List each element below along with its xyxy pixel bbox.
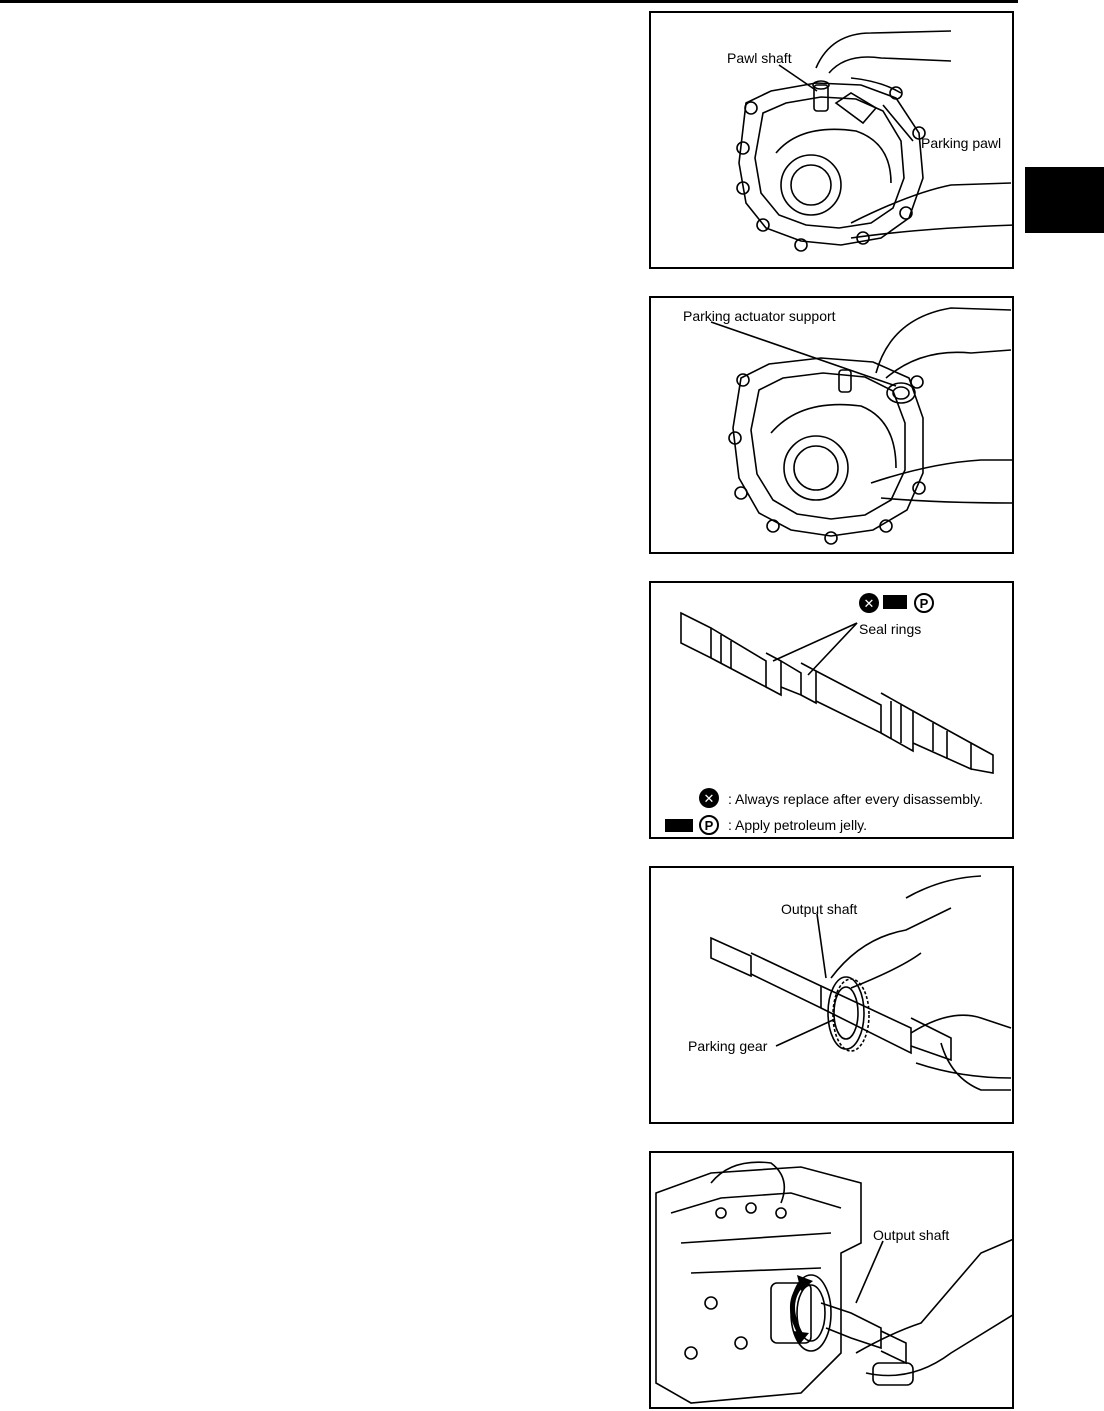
output-shaft-label: Output shaft: [781, 901, 858, 917]
svg-text:✕: ✕: [703, 792, 715, 807]
case-illustration: [651, 298, 1014, 554]
legend-p-icon: [700, 816, 718, 834]
figure-pawl-shaft: [649, 11, 1014, 269]
output-shaft-label: Output shaft: [873, 1227, 950, 1243]
parking-gear-label: Parking gear: [688, 1038, 768, 1054]
legend-replace-text: : Always replace after every disassembly.: [728, 791, 983, 807]
svg-text:P: P: [704, 818, 714, 833]
header-rule: [0, 0, 1018, 3]
transmission-illustration: [651, 1153, 1014, 1409]
figure-output-shaft-install: [649, 1151, 1014, 1409]
petroleum-jelly-p-icon: [915, 594, 933, 612]
section-tab: [1025, 167, 1104, 233]
svg-text:P: P: [919, 596, 929, 611]
pawl-shaft-label: Pawl shaft: [727, 50, 792, 66]
jelly-tool-icon: [883, 595, 907, 609]
legend-jelly-text: : Apply petroleum jelly.: [728, 817, 868, 833]
legend-replace-icon: [699, 788, 719, 808]
figure-output-shaft-parking-gear: [649, 866, 1014, 1124]
parking-actuator-support-label: Parking actuator support: [683, 308, 836, 324]
figure-seal-rings: [649, 581, 1014, 839]
replace-symbol: [859, 593, 879, 613]
figure-parking-actuator-support: [649, 296, 1014, 554]
legend-jelly-tool-icon: [665, 819, 693, 832]
seal-rings-label: Seal rings: [859, 621, 922, 637]
parking-pawl-label: Parking pawl: [921, 135, 1002, 151]
svg-text:✕: ✕: [863, 597, 875, 612]
